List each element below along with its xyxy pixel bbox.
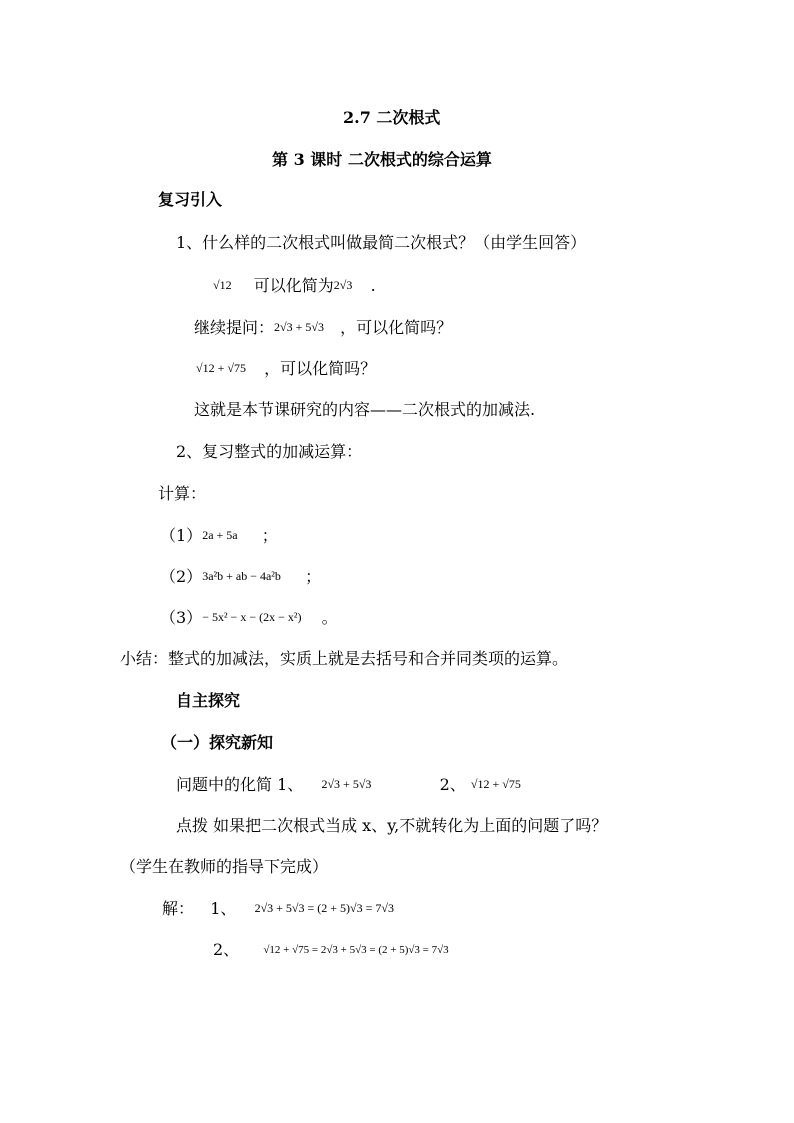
problem-statement xyxy=(176,774,521,795)
calc-item-number: （2） xyxy=(160,567,203,586)
subsection-heading: （一）探究新知 xyxy=(161,733,274,752)
followup-label: 继续提问： xyxy=(194,318,275,337)
calc-item-expr: 3a²b + ab − 4a²b xyxy=(202,569,281,583)
section-heading-review: 复习引入 xyxy=(158,190,223,209)
expr-sqrt12-plus-sqrt75: √12 + √75 xyxy=(196,361,246,375)
problem-expr-2: √12 + √75 xyxy=(470,777,521,791)
followup-tail: ，可以化简吗？ xyxy=(340,318,453,337)
solution-label: 解： xyxy=(162,899,195,918)
calc-label: 计算： xyxy=(158,484,207,503)
question-1: 1、什么样的二次根式叫做最简二次根式？（由学生回答） xyxy=(176,233,587,252)
lesson-title: 2.7 二次根式 xyxy=(343,108,441,127)
lesson-topic-summary: 这就是本节课研究的内容——二次根式的加减法. xyxy=(194,400,536,419)
guided-note: （学生在教师的指导下完成） xyxy=(120,857,329,876)
expr2-tail: ，可以化简吗？ xyxy=(264,359,377,378)
calc-item-expr: 2a + 5a xyxy=(202,528,238,542)
problem-number-2: 2、 xyxy=(439,775,466,794)
followup-question xyxy=(194,317,452,338)
small-summary: 小结：整式的加减法，实质上就是去括号和合并同类项的运算。 xyxy=(120,649,569,668)
question-2: 2、复习整式的加减运算： xyxy=(176,442,363,461)
solution-number-1: 1、 xyxy=(210,899,237,918)
calc-item-end: 。 xyxy=(321,608,338,627)
calc-item-3 xyxy=(160,607,338,628)
followup-expr: 2√3 + 5√3 xyxy=(274,320,324,334)
simplify-statement xyxy=(213,275,376,296)
lesson-subtitle: 第 3 课时 二次根式的综合运算 xyxy=(272,150,492,169)
simplify-result-expr: 2√3 xyxy=(333,278,353,292)
second-expression-question xyxy=(196,358,376,379)
calc-item-number: （3） xyxy=(160,608,203,627)
hint-text: 点拨 如果把二次根式当成 x、y,不就转化为上面的问题了吗？ xyxy=(176,816,608,835)
solution-equation-1: 2√3 + 5√3 = (2 + 5)√3 = 7√3 xyxy=(254,901,394,915)
solution-number-2: 2、 xyxy=(213,940,240,959)
solution-line-1 xyxy=(162,898,394,919)
simplify-end: . xyxy=(370,276,376,295)
section-heading-explore: 自主探究 xyxy=(176,691,241,710)
calc-item-number: （1） xyxy=(160,526,203,545)
sqrt12-expr: √12 xyxy=(213,278,232,292)
solution-line-2 xyxy=(213,940,449,960)
problem-expr-1: 2√3 + 5√3 xyxy=(321,777,372,791)
problem-lead: 问题中的化简 1、 xyxy=(176,775,304,794)
calc-item-2 xyxy=(160,566,321,587)
solution-equation-2: √12 + √75 = 2√3 + 5√3 = (2 + 5)√3 = 7√3 xyxy=(263,944,449,956)
calc-item-end: ； xyxy=(305,567,322,586)
calc-item-1 xyxy=(160,525,278,546)
calc-item-end: ； xyxy=(261,526,278,545)
calc-item-expr: − 5x² − x − (2x − x²) xyxy=(202,610,302,624)
simplify-mid-text: 可以化简为 xyxy=(253,276,334,295)
